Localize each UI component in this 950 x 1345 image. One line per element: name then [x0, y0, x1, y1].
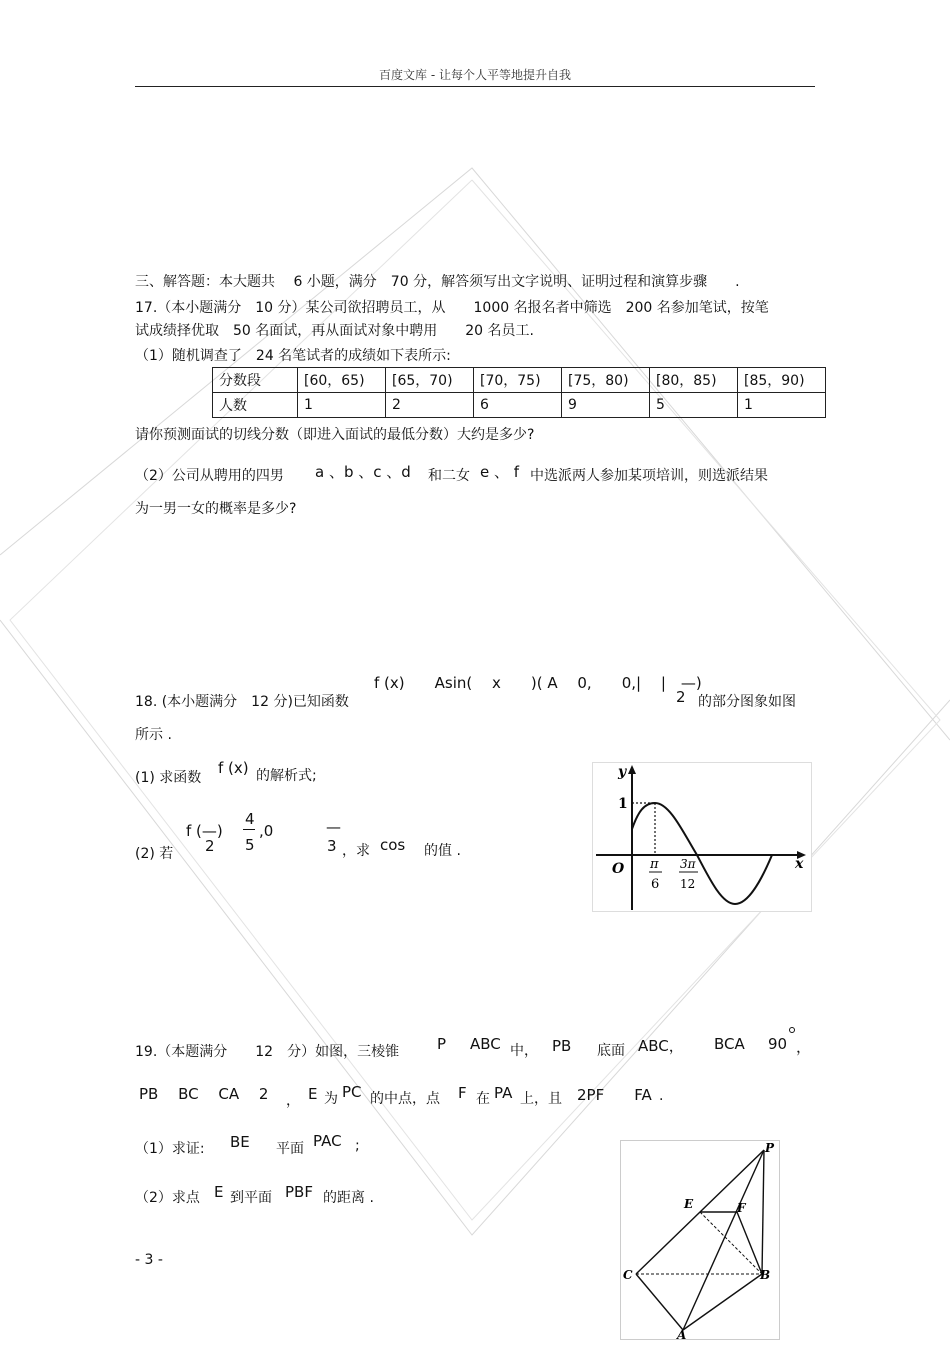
q19-PC: PC — [342, 1083, 362, 1101]
q19-part2-a: （2）求点 — [135, 1190, 200, 1206]
table-cell: 分数段 — [213, 368, 298, 393]
q19-ABC: ABC — [470, 1035, 501, 1053]
q18-part2-frac-num: 4 — [245, 810, 255, 828]
q19-part1-BE: BE — [230, 1133, 250, 1151]
q18-part2-three: 3 — [327, 837, 337, 855]
q19-zhong: 中， — [510, 1043, 538, 1059]
q19-deg: 90 — [768, 1035, 788, 1053]
origin-label: O — [612, 861, 625, 877]
q17-part2-vars2: e 、 f — [480, 463, 520, 481]
section-heading: 三、解答题：本大题共 6 小题，满分 70 分，解答须写出文字说明、证明过程和演算步骤 . — [135, 274, 740, 290]
q19-comma: ， — [796, 1038, 812, 1056]
q19-wei: 为 — [324, 1091, 338, 1107]
q19-E: E — [308, 1085, 318, 1103]
q18-part2-bar: — — [326, 818, 341, 836]
vertex-C-label: C — [623, 1268, 633, 1282]
vertex-B-label: B — [760, 1268, 771, 1282]
q18-part1-b: 的解析式; — [256, 768, 317, 784]
fraction-bar — [243, 829, 255, 830]
q19-eq2: 2PF FA — [577, 1086, 652, 1104]
table-cell: [75，80) — [562, 368, 650, 393]
vertex-E-label: E — [684, 1197, 694, 1211]
table-cell: 1 — [298, 393, 386, 418]
q17-line2: 试成绩择优取 50 名面试，再从面试对象中聘用 20 名员工. — [135, 323, 534, 339]
q18-formula-denominator: 2 — [676, 688, 686, 706]
q17-part2-b: 和二女 — [428, 468, 470, 484]
q18-formula: f (x) Asin( x )( A 0, 0,| | —) — [374, 674, 702, 692]
tick-pi-6-num: π — [650, 857, 659, 872]
q18-lead: 18. (本小题满分 12 分)已知函数 — [135, 694, 349, 710]
table-cell: 9 — [562, 393, 650, 418]
table-cell: [85，90) — [738, 368, 826, 393]
q19-part2-b: 到平面 — [230, 1190, 272, 1206]
q19-part2-PBF: PBF — [285, 1183, 313, 1201]
q18-part2-cos: cos — [380, 836, 406, 854]
q19-part2-c: 的距离 . — [323, 1190, 374, 1206]
q18-part2-f-den: 2 — [205, 837, 215, 855]
q19-dimian: 底面 — [597, 1043, 625, 1059]
vertex-F-label: F — [737, 1201, 746, 1215]
table-cell: 2 — [386, 393, 474, 418]
sine-graph-figure — [592, 762, 812, 912]
q19-dot: . — [659, 1088, 664, 1104]
tick-3pi-12-den: 12 — [680, 877, 696, 891]
table-cell: 6 — [474, 393, 562, 418]
q19-part1-PAC: PAC — [313, 1132, 342, 1150]
page-number: - 3 - — [135, 1252, 163, 1268]
q19-shang: 上，且 — [520, 1091, 562, 1107]
table-cell: 1 — [738, 393, 826, 418]
q18-part2-end: 的值 . — [424, 843, 461, 859]
x-axis-label: x — [795, 856, 804, 872]
q19-row2-comma: ， — [286, 1093, 300, 1109]
q19-part2-E: E — [214, 1183, 224, 1201]
q19-lead: 19.（本题满分 12 分）如图，三棱锥 — [135, 1044, 400, 1060]
q19-part1-b: 平面 — [276, 1141, 304, 1157]
q18-part2-frac-den: 5 — [245, 836, 255, 854]
q18-part1-a: (1) 求函数 — [135, 770, 202, 786]
table-cell: 人数 — [213, 393, 298, 418]
q17-line1: 17.（本小题满分 10 分）某公司欲招聘员工，从 1000 名报名者中筛选 200 名参加笔试，按笔 — [135, 300, 769, 316]
q19-PA: PA — [494, 1084, 513, 1102]
q17-part2-line2: 为一男一女的概率是多少? — [135, 501, 297, 517]
q19-PB: PB — [552, 1037, 572, 1055]
q18-tail: 的部分图象如图 — [698, 694, 796, 710]
table-cell: [60，65) — [298, 368, 386, 393]
q19-part1-c: ; — [355, 1138, 360, 1154]
vertex-A-label: A — [677, 1328, 687, 1340]
q19-row2-eq: PB BC CA 2 — [139, 1085, 269, 1103]
q17-ask1: 请你预测面试的切线分数（即进入面试的最低分数）大约是多少? — [135, 427, 535, 443]
q18-part1-f: f (x) — [218, 759, 249, 777]
q19-part1-a: （1）求证: — [135, 1141, 205, 1157]
q18-part2-rest: ,0 — [259, 822, 274, 840]
y-one-label: 1 — [618, 796, 628, 812]
table-cell: 5 — [650, 393, 738, 418]
q19-P: P — [437, 1035, 447, 1053]
q17-part2-c: 中选派两人参加某项培训，则选派结果 — [530, 468, 768, 484]
vertex-P-label: P — [765, 1141, 775, 1155]
score-table — [212, 367, 826, 418]
pyramid-figure — [620, 1140, 780, 1340]
table-cell: [70，75) — [474, 368, 562, 393]
degree-icon — [789, 1027, 795, 1033]
tick-pi-6-den: 6 — [651, 877, 660, 892]
q18-part2-a: (2) 若 — [135, 846, 174, 862]
table-row — [213, 368, 826, 393]
q19-BCA: BCA — [714, 1035, 745, 1053]
q17-part2-vars: a 、b 、c 、d — [315, 463, 411, 481]
q18-part2-qiu: ，求 — [342, 843, 370, 859]
q18-line2: 所示 . — [135, 727, 172, 743]
y-axis-label: y — [618, 764, 627, 780]
q17-part1: （1）随机调查了 24 名笔试者的成绩如下表所示: — [135, 348, 451, 364]
q17-part2-a: （2）公司从聘用的四男 — [135, 468, 284, 484]
q19-mid: 的中点，点 — [370, 1091, 440, 1107]
q18-part2-f: f (—) — [186, 822, 223, 840]
q19-F: F — [458, 1084, 467, 1102]
table-cell: [80，85) — [650, 368, 738, 393]
q19-zai: 在 — [476, 1091, 490, 1107]
table-cell: [65，70) — [386, 368, 474, 393]
page-header: 百度文库 - 让每个人平等地提升自我 — [379, 68, 571, 82]
tick-3pi-12-num: 3π — [680, 857, 696, 871]
table-row — [213, 393, 826, 418]
q19-ABC2: ABC， — [638, 1037, 684, 1055]
header-divider — [135, 86, 815, 87]
